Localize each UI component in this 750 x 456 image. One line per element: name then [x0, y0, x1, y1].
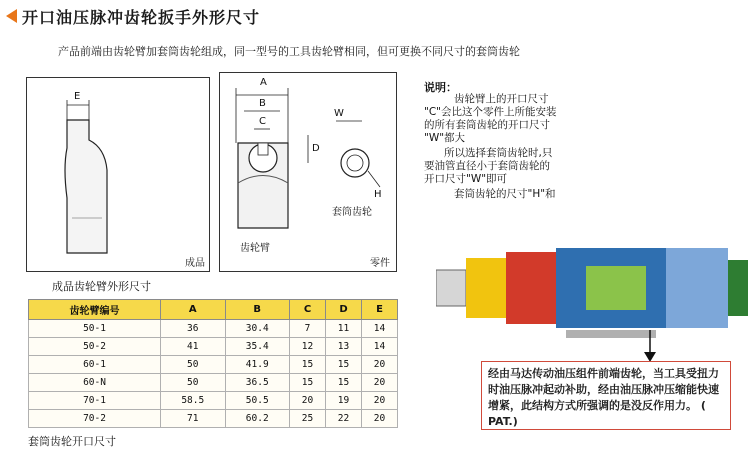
- note-line-1: 齿轮臂上的开口尺寸: [454, 93, 549, 105]
- table-row: [29, 320, 398, 338]
- table-cell: 35.4: [225, 338, 289, 356]
- cutaway-illustration: [436, 240, 748, 350]
- finished-arm-drawing: [27, 78, 209, 271]
- column-header: D: [325, 300, 361, 320]
- table-header-row: [29, 300, 398, 320]
- dim-label-d: D: [312, 143, 320, 154]
- table-cell: 36: [161, 320, 225, 338]
- finished-drawing-panel: [26, 77, 210, 272]
- page-subtitle: 产品前端由齿轮臂加套筒齿轮组成，同一型号的工具齿轮臂相同，但可更换不同尺寸的套筒齿轮: [58, 45, 520, 58]
- table-footer-title: 套筒齿轮开口尺寸: [28, 435, 116, 448]
- table-cell: 70-2: [29, 410, 161, 428]
- column-header: A: [161, 300, 225, 320]
- table-cell: 15: [289, 356, 325, 374]
- table-cell: 19: [325, 392, 361, 410]
- table-cell: 15: [325, 356, 361, 374]
- note-line-4: "W"都大: [424, 132, 466, 144]
- column-header: C: [289, 300, 325, 320]
- title-arrow-icon: [6, 9, 17, 23]
- notes-heading: 说明：: [424, 81, 457, 94]
- table-cell: 20: [361, 392, 397, 410]
- table-cell: 15: [325, 374, 361, 392]
- table-cell: 7: [289, 320, 325, 338]
- finished-label: 成品: [185, 258, 205, 269]
- table-cell: 30.4: [225, 320, 289, 338]
- table-cell: 50.5: [225, 392, 289, 410]
- table-cell: 60-N: [29, 374, 161, 392]
- column-header: 齿轮臂编号: [29, 300, 161, 320]
- dim-label-h: H: [374, 189, 382, 200]
- column-header: B: [225, 300, 289, 320]
- table-cell: 20: [361, 410, 397, 428]
- table-cell: 60-1: [29, 356, 161, 374]
- table-row: [29, 392, 398, 410]
- table-row: [29, 356, 398, 374]
- table-cell: 20: [361, 356, 397, 374]
- table-cell: 60.2: [225, 410, 289, 428]
- table-title: 成品齿轮臂外形尺寸: [52, 280, 151, 293]
- table-cell: 36.5: [225, 374, 289, 392]
- table-cell: 70-1: [29, 392, 161, 410]
- gear-arm-label: 齿轮臂: [240, 243, 270, 254]
- table-cell: 20: [289, 392, 325, 410]
- table-cell: 20: [361, 374, 397, 392]
- table-cell: 58.5: [161, 392, 225, 410]
- dimension-table: [28, 299, 398, 428]
- page-title: 开口油压脉冲齿轮扳手外形尺寸: [22, 8, 261, 27]
- table-cell: 15: [289, 374, 325, 392]
- table-row: [29, 374, 398, 392]
- dim-label-a: A: [260, 77, 267, 88]
- callout-arrow-icon: [640, 330, 660, 364]
- dim-label-e: E: [74, 91, 81, 102]
- table-cell: 11: [325, 320, 361, 338]
- table-cell: 50-2: [29, 338, 161, 356]
- dim-label-b: B: [259, 98, 266, 109]
- table-row: [29, 338, 398, 356]
- table-cell: 50-1: [29, 320, 161, 338]
- note-line-3: 的所有套筒齿轮的开口尺寸: [424, 119, 550, 131]
- note-line-6: 要油管直径小于套筒齿轮的: [424, 160, 550, 172]
- table-row: [29, 410, 398, 428]
- table-cell: 13: [325, 338, 361, 356]
- part-drawing-panel: [219, 72, 397, 272]
- table-cell: 25: [289, 410, 325, 428]
- note-line-2: "C"会比这个零件上所能安装: [424, 106, 557, 118]
- part-label: 零件: [370, 258, 390, 269]
- table-cell: 50: [161, 374, 225, 392]
- table-cell: 22: [325, 410, 361, 428]
- description-callout: 经由马达传动油压组件前端齿轮，当工具受扭力时油压脉冲起动补助，经由油压脉冲压缩能快速增紧，此结构方式所强调的是没反作用力。 ( PAT.): [481, 361, 731, 430]
- table-cell: 50: [161, 356, 225, 374]
- table-cell: 12: [289, 338, 325, 356]
- table-cell: 14: [361, 320, 397, 338]
- socket-gear-label: 套筒齿轮: [332, 207, 372, 218]
- note-line-7: 开口尺寸"W"即可: [424, 173, 508, 185]
- table-cell: 71: [161, 410, 225, 428]
- note-line-8: 套筒齿轮的尺寸"H"和: [454, 188, 556, 200]
- dim-label-w: W: [334, 108, 344, 119]
- table-cell: 14: [361, 338, 397, 356]
- table-cell: 41.9: [225, 356, 289, 374]
- column-header: E: [361, 300, 397, 320]
- dim-label-c: C: [259, 116, 266, 127]
- note-line-5: 所以选择套筒齿轮时,只: [444, 147, 553, 159]
- table-cell: 41: [161, 338, 225, 356]
